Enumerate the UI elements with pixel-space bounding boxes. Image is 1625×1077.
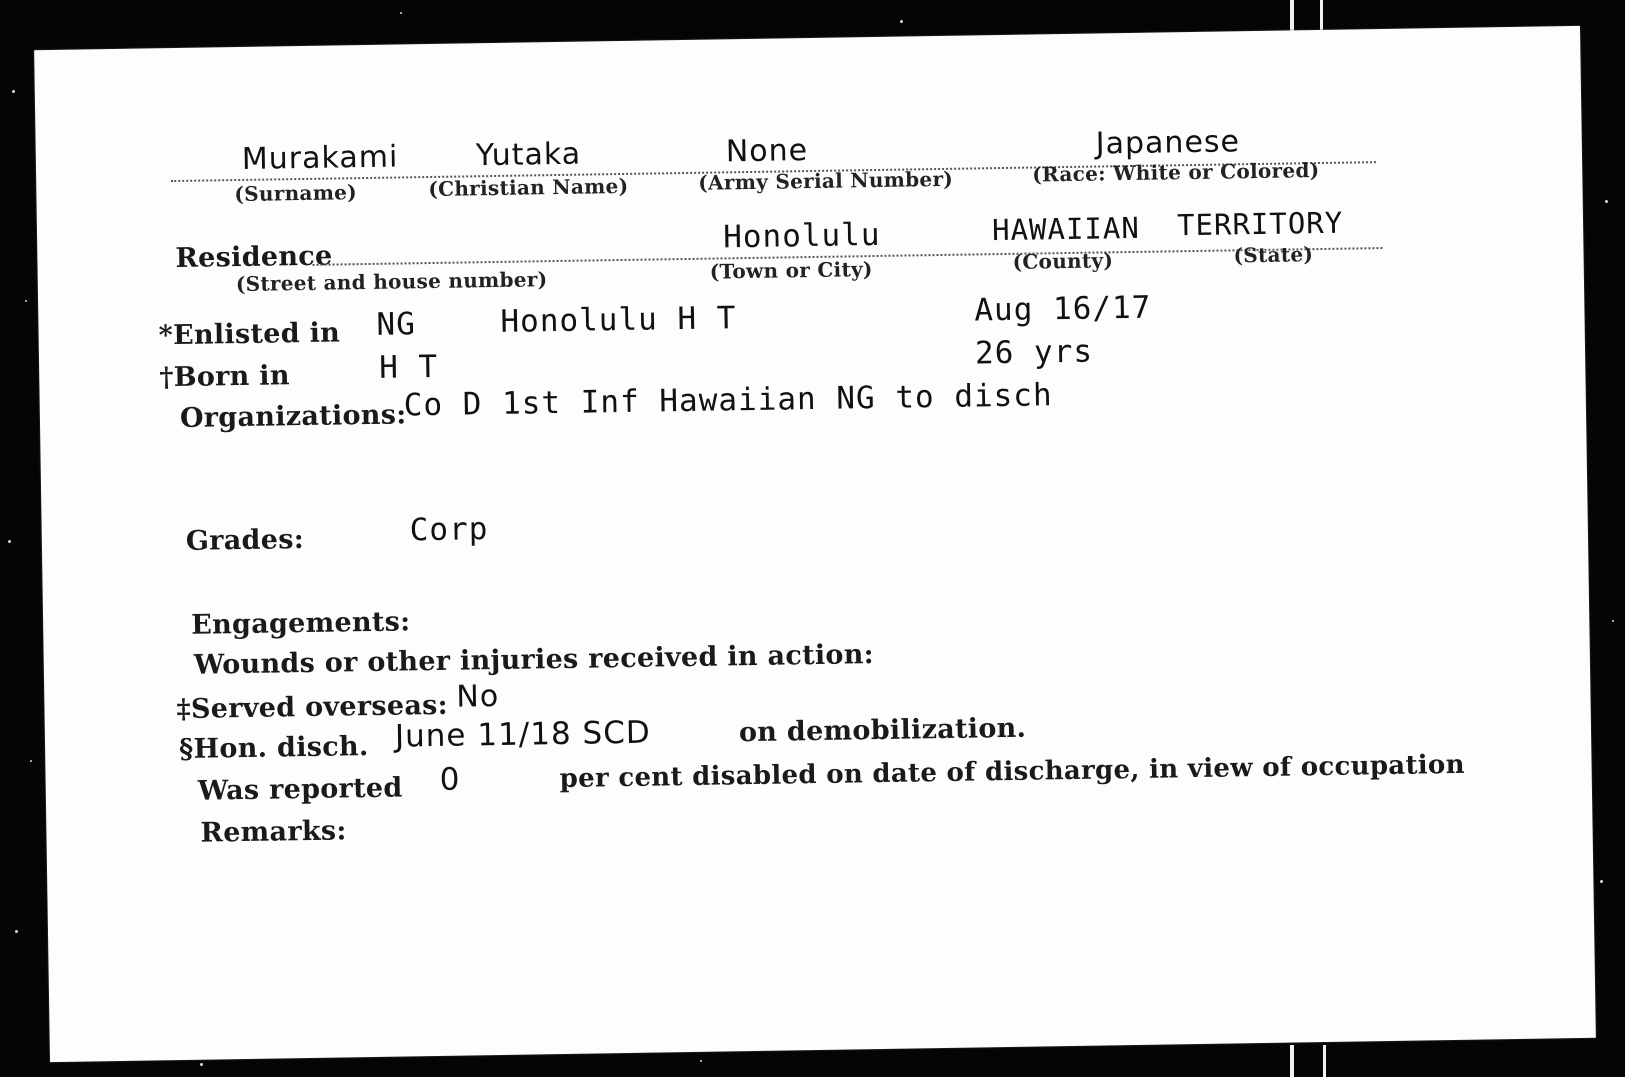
- state-value: TERRITORY: [1176, 205, 1344, 243]
- residence-label: Residence: [175, 240, 333, 275]
- noise-speck: [30, 760, 32, 762]
- county-label: (County): [1012, 248, 1114, 274]
- christian-name-value: Yutaka: [475, 136, 582, 174]
- town-label: (Town or City): [709, 257, 873, 284]
- army-serial-label: (Army Serial Number): [698, 166, 954, 195]
- honorable-discharge-label: §Hon. disch.: [178, 731, 369, 766]
- enlisted-date-value: Aug 16/17: [974, 289, 1152, 329]
- served-overseas-label: ‡Served overseas:: [176, 689, 449, 726]
- noise-speck: [400, 12, 402, 14]
- wounds-label: Wounds or other injuries received in action:: [193, 639, 875, 681]
- noise-speck: [700, 1060, 702, 1062]
- noise-speck: [8, 540, 11, 543]
- noise-speck: [1605, 200, 1608, 203]
- army-serial-value: None: [725, 133, 809, 170]
- noise-speck: [900, 20, 903, 23]
- grades-label: Grades:: [185, 524, 305, 557]
- noise-speck: [200, 1063, 203, 1066]
- surname-label: (Surname): [234, 180, 358, 207]
- disability-percent-value: 0: [439, 761, 461, 798]
- enlisted-label: *Enlisted in: [158, 317, 341, 352]
- born-place-value: H T: [378, 348, 439, 386]
- discharge-suffix: on demobilization.: [738, 712, 1027, 749]
- film-edge-stripe: [1323, 1045, 1326, 1077]
- was-reported-label: Was reported: [197, 772, 403, 807]
- grades-value: Corp: [409, 511, 489, 549]
- film-edge-stripe: [1320, 0, 1323, 30]
- surname-value: Murakami: [241, 139, 399, 177]
- noise-speck: [15, 930, 18, 933]
- born-label: †Born in: [159, 360, 291, 394]
- christian-name-label: (Christian Name): [428, 173, 629, 202]
- disability-suffix: per cent disabled on date of discharge, in view of occupation: [559, 749, 1466, 795]
- noise-speck: [25, 300, 27, 302]
- born-age-value: 26 yrs: [974, 333, 1094, 372]
- county-value: HAWAIIAN: [991, 210, 1141, 248]
- state-label: (State): [1233, 242, 1314, 268]
- noise-speck: [1600, 880, 1603, 883]
- service-record-card: [34, 26, 1596, 1062]
- engagements-label: Engagements:: [190, 606, 411, 641]
- race-label: (Race: White or Colored): [1032, 158, 1320, 187]
- organizations-label: Organizations:: [179, 399, 407, 434]
- noise-speck: [1612, 620, 1614, 622]
- served-overseas-value: No: [456, 678, 500, 715]
- enlisted-branch-value: NG: [376, 306, 417, 343]
- film-edge-stripe: [1290, 1045, 1294, 1077]
- remarks-label: Remarks:: [200, 815, 347, 849]
- race-value: Japanese: [1095, 124, 1241, 162]
- noise-speck: [12, 90, 15, 93]
- town-value: Honolulu: [722, 216, 881, 256]
- honorable-discharge-value: June 11/18 SCD: [394, 714, 651, 755]
- organizations-value: Co D 1st Inf Hawaiian NG to disch: [403, 377, 1053, 424]
- street-label: (Street and house number): [235, 267, 548, 297]
- enlisted-place-value: Honolulu H T: [500, 300, 737, 340]
